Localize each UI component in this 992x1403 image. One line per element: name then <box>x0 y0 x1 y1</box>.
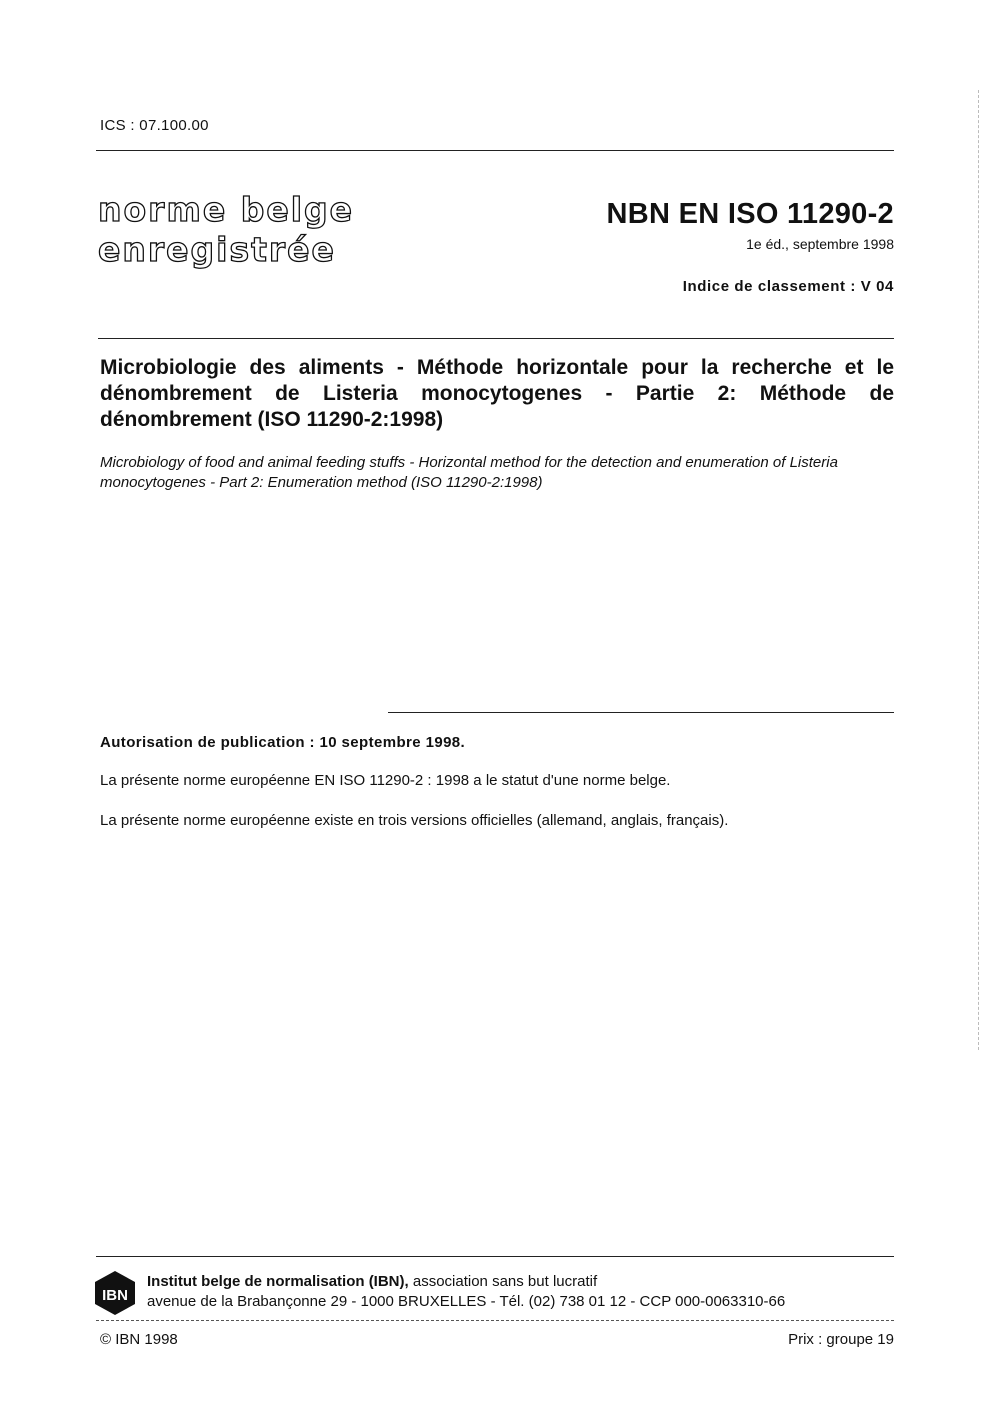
institute-line <box>147 1272 785 1292</box>
footer-divider-top <box>96 1256 894 1257</box>
classification-index: Indice de classement : V 04 <box>682 278 894 295</box>
institute-name: Institut belge de normalisation (IBN), <box>147 1273 409 1290</box>
official-versions-text: La présente norme européenne existe en trois versions officielles (allemand, anglais, français). <box>100 812 729 829</box>
price-group: Prix : groupe 19 <box>788 1331 894 1348</box>
title-french: Microbiologie des aliments - Méthode horizontale pour la recherche et le dénombrement de Listeria monocytogenes - Partie 2: Méthode de dénombrement (ISO 11290-2:1998) <box>100 356 894 431</box>
institute-address: avenue de la Brabançonne 29 - 1000 BRUXELLES - Tél. (02) 738 01 12 - CCP 000-0063310-66 <box>147 1293 786 1310</box>
title-divider <box>98 338 894 339</box>
ics-code: ICS : 07.100.00 <box>100 117 209 134</box>
footer-divider-bottom <box>96 1320 894 1321</box>
publication-divider <box>388 712 894 713</box>
logo-letters: IBN <box>102 1287 128 1304</box>
edition-date: 1e éd., septembre 1998 <box>746 236 894 252</box>
belgian-status-text: La présente norme européenne EN ISO 11290-2 : 1998 a le statut d'une norme belge. <box>100 772 671 789</box>
brand-line-1: norme belge <box>98 190 355 229</box>
title-english: Microbiology of food and animal feeding stuffs - Horizontal method for the detection and enumeration of Listeria monocytogenes - Part 2: Enumeration method (ISO 11290-2:1998) <box>100 454 838 491</box>
copyright: © IBN 1998 <box>100 1331 178 1348</box>
institute-description: association sans but lucratif <box>412 1273 598 1290</box>
standard-number: NBN EN ISO 11290-2 <box>606 198 894 230</box>
ibn-logo-icon <box>94 1270 136 1316</box>
brand-line-2: enregistrée <box>98 230 336 269</box>
header-divider <box>96 150 894 151</box>
scan-margin-line <box>978 90 979 1050</box>
publication-authorisation: Autorisation de publication : 10 septembre 1998. <box>100 734 466 751</box>
norme-belge-brand <box>98 190 354 270</box>
institute-info <box>147 1272 785 1312</box>
